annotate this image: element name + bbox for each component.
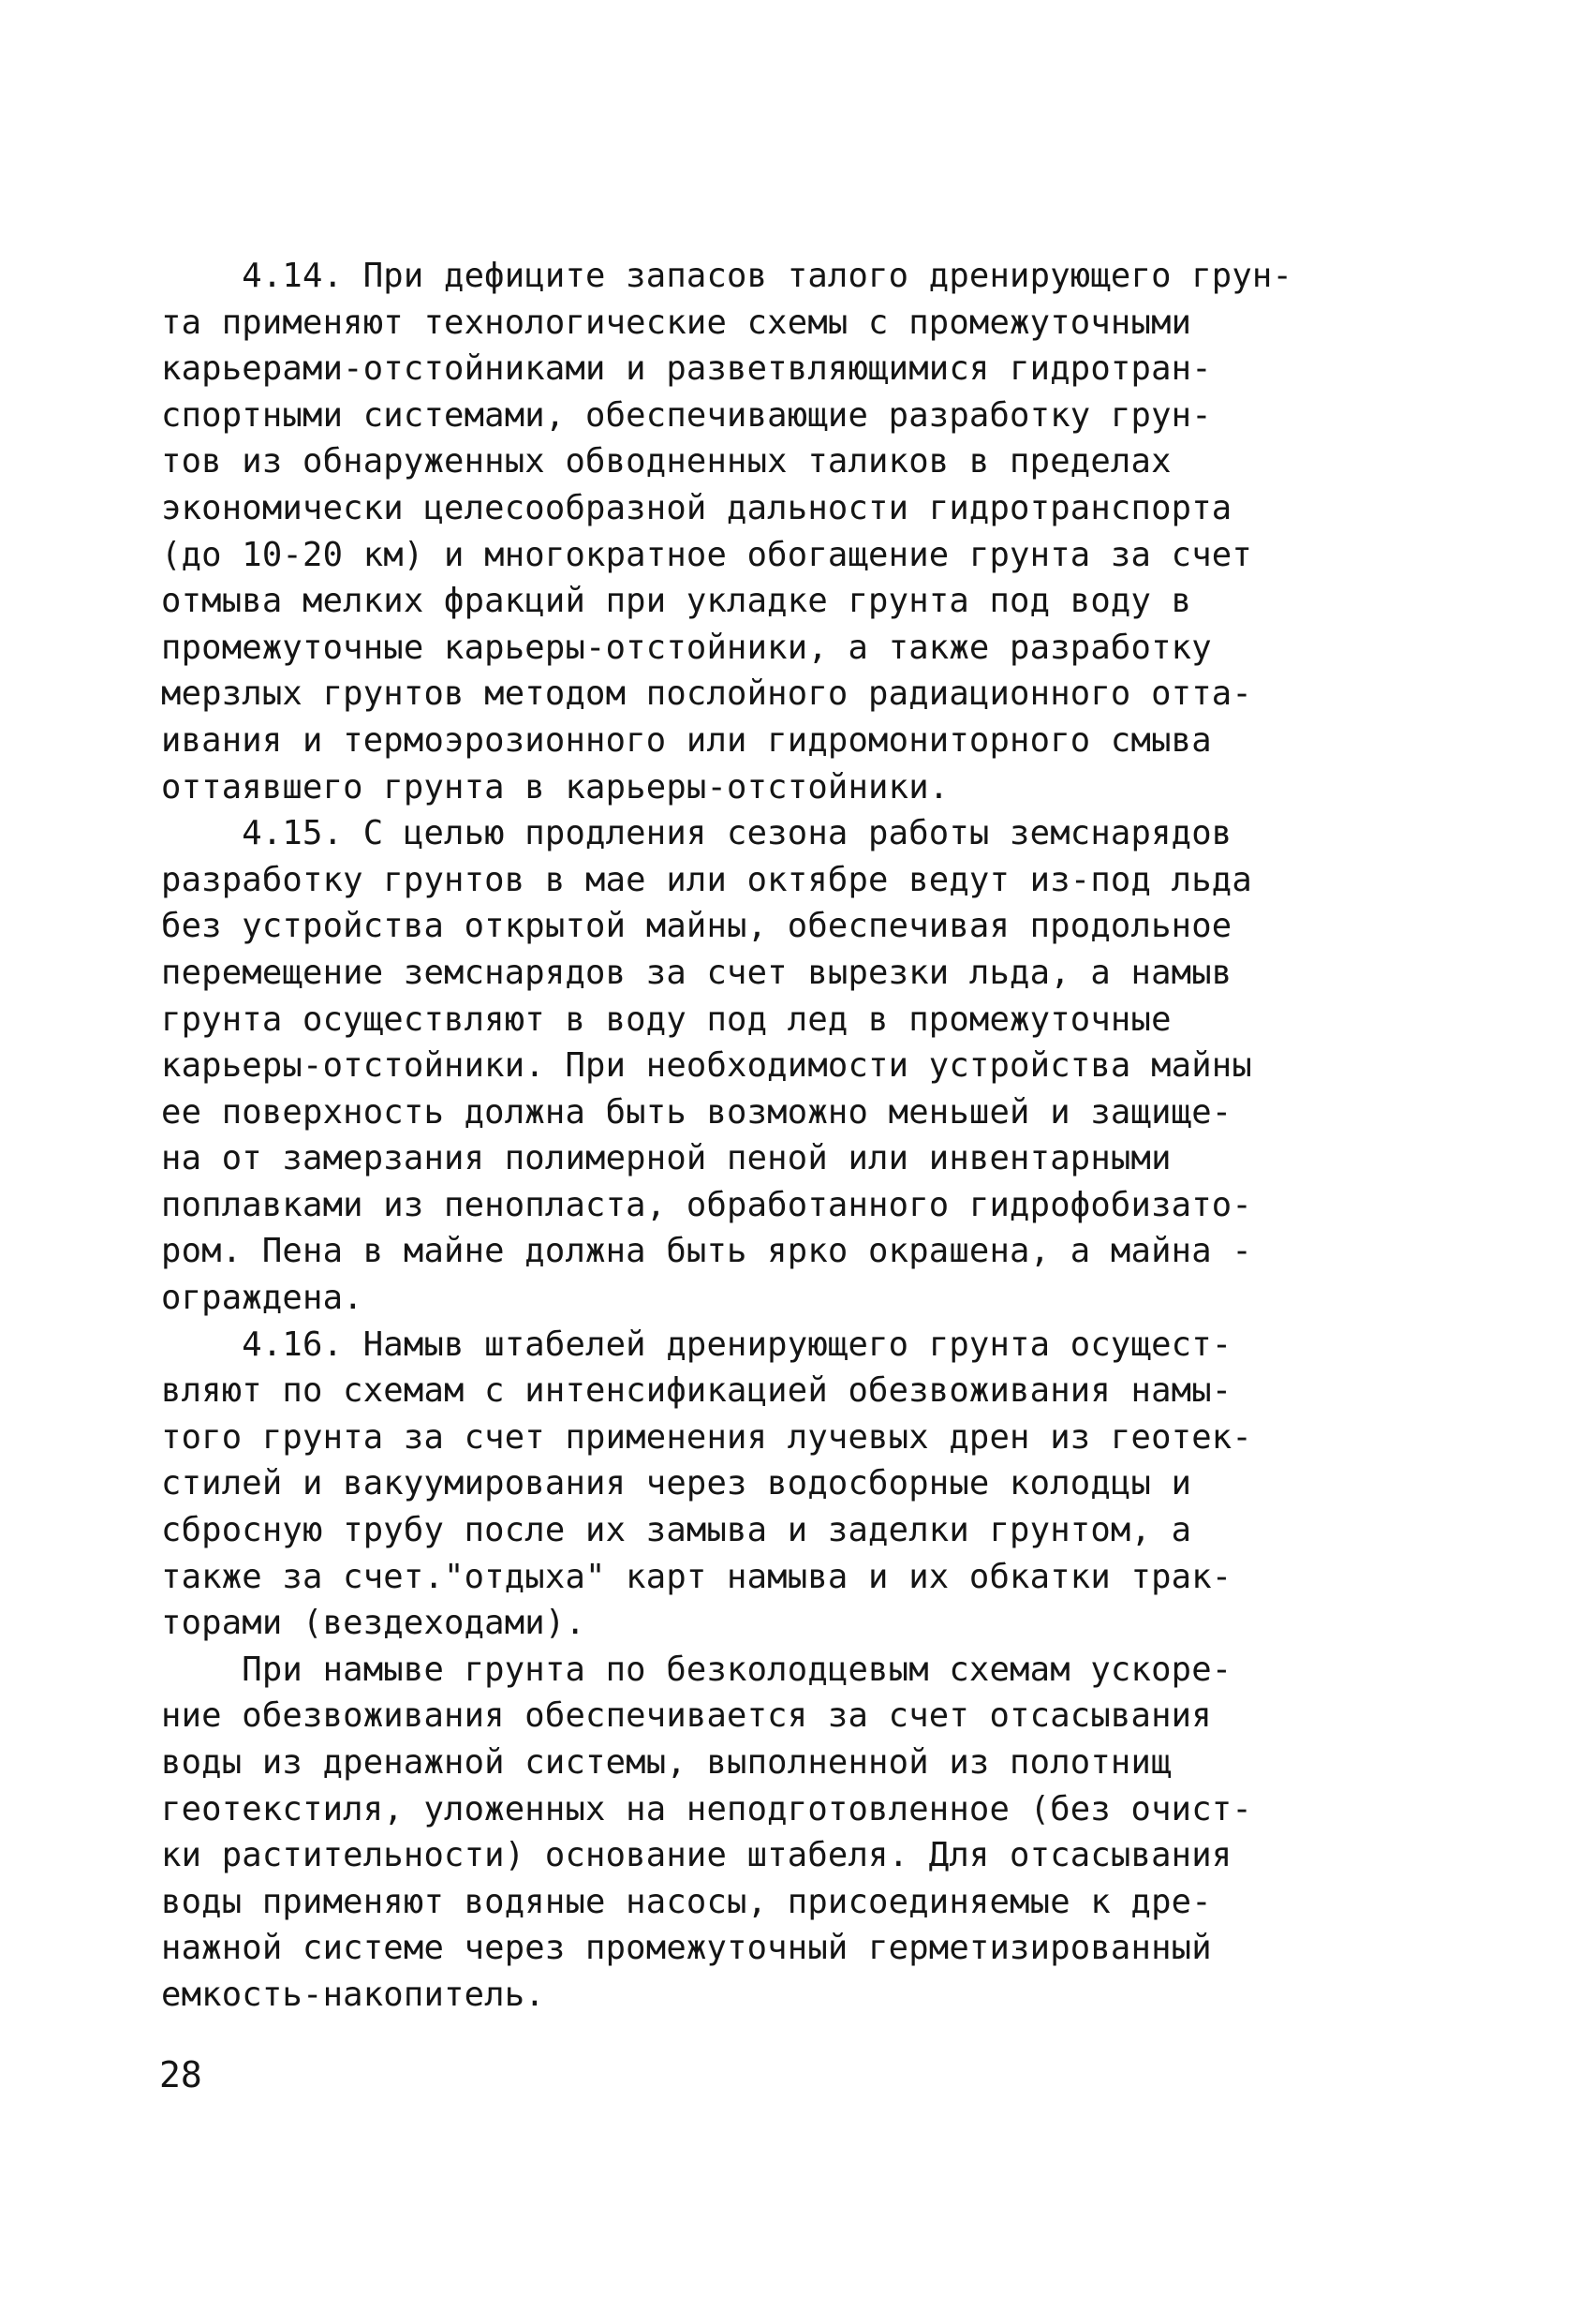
text-line: ее поверхность должна быть возможно меньшей и защище- [161, 1092, 1232, 1132]
text-line: мерзлых грунтов методом послойного радиационного отта- [161, 674, 1252, 714]
text-line: стилей и вакуумирования через водосборные колодцы и [161, 1464, 1192, 1503]
text-line: карьеры-отстойники. При необходимости устройства майны [161, 1046, 1252, 1086]
text-line: воды применяют водяные насосы, присоединяемые к дре- [161, 1882, 1212, 1921]
text-line: геотекстиля, уложенных на неподготовленное (без очист- [161, 1789, 1252, 1828]
text-line: экономически целесообразной дальности гидротранспорта [161, 488, 1232, 527]
text-line: 4.14. При дефиците запасов талого дренирующего грун- [161, 257, 1293, 295]
text-line: та применяют технологические схемы с промежуточными [161, 303, 1192, 342]
text-line: промежуточные карьеры-отстойники, а также разработку [161, 628, 1212, 667]
text-line: воды из дренажной системы, выполненной из полотнищ [161, 1743, 1172, 1782]
text-line: на от замерзания полимерной пеной или инвентарными [161, 1139, 1172, 1178]
text-line: грунта осуществляют в воду под лед в промежуточные [161, 999, 1172, 1039]
text-line: перемещение земснарядов за счет вырезки льда, а намыв [161, 953, 1232, 992]
body-text [161, 253, 1435, 2019]
text-line: того грунта за счет применения лучевых дрен из геотек- [161, 1417, 1252, 1457]
text-line: ки растительности) основание штабеля. Для отсасывания [161, 1836, 1232, 1875]
text-line: ивания и термоэрозионного или гидромониторного смыва [161, 720, 1212, 760]
text-line: При намыве грунта по безколодцевым схемам ускоре- [161, 1650, 1232, 1689]
text-line: ограждена. [161, 1279, 363, 1318]
text-line: карьерами-отстойниками и разветвляющимися гидротран- [161, 349, 1212, 389]
text-line: спортными системами, обеспечивающие разработку грун- [161, 395, 1212, 435]
text-line: 4.15. С целью продления сезона работы земснарядов [161, 814, 1232, 853]
text-line: (до 10-20 км) и многократное обогащение грунта за счет [161, 535, 1252, 574]
page-number: 28 [159, 2054, 202, 2095]
text-line: торами (вездеходами). [161, 1604, 586, 1643]
text-line: без устройства открытой майны, обеспечивая продольное [161, 907, 1232, 946]
text-line: разработку грунтов в мае или октябре ведут из-под льда [161, 860, 1252, 899]
text-line: нажной системе через промежуточный герметизированный [161, 1929, 1212, 1968]
text-line: тов из обнаруженных обводненных таликов в пределах [161, 442, 1172, 481]
text-line: ром. Пена в майне должна быть ярко окрашена, а майна - [161, 1232, 1252, 1271]
text-line: вляют по схемам с интенсификацией обезвоживания намы- [161, 1371, 1232, 1411]
text-line: поплавками из пенопласта, обработанного гидрофобизато- [161, 1185, 1252, 1224]
text-line: ние обезвоживания обеспечивается за счет отсасывания [161, 1696, 1212, 1736]
text-line: 4.16. Намыв штабелей дренирующего грунта осущест- [161, 1325, 1232, 1364]
text-line: оттаявшего грунта в карьеры-отстойники. [161, 767, 950, 807]
text-line: сбросную трубу после их замыва и заделки грунтом, а [161, 1511, 1192, 1550]
text-line: также за счет."отдыха" карт намыва и их обкатки трак- [161, 1557, 1232, 1596]
text-line: емкость-накопитель. [161, 1975, 545, 2014]
text-line: отмыва мелких фракций при укладке грунта под воду в [161, 582, 1192, 621]
